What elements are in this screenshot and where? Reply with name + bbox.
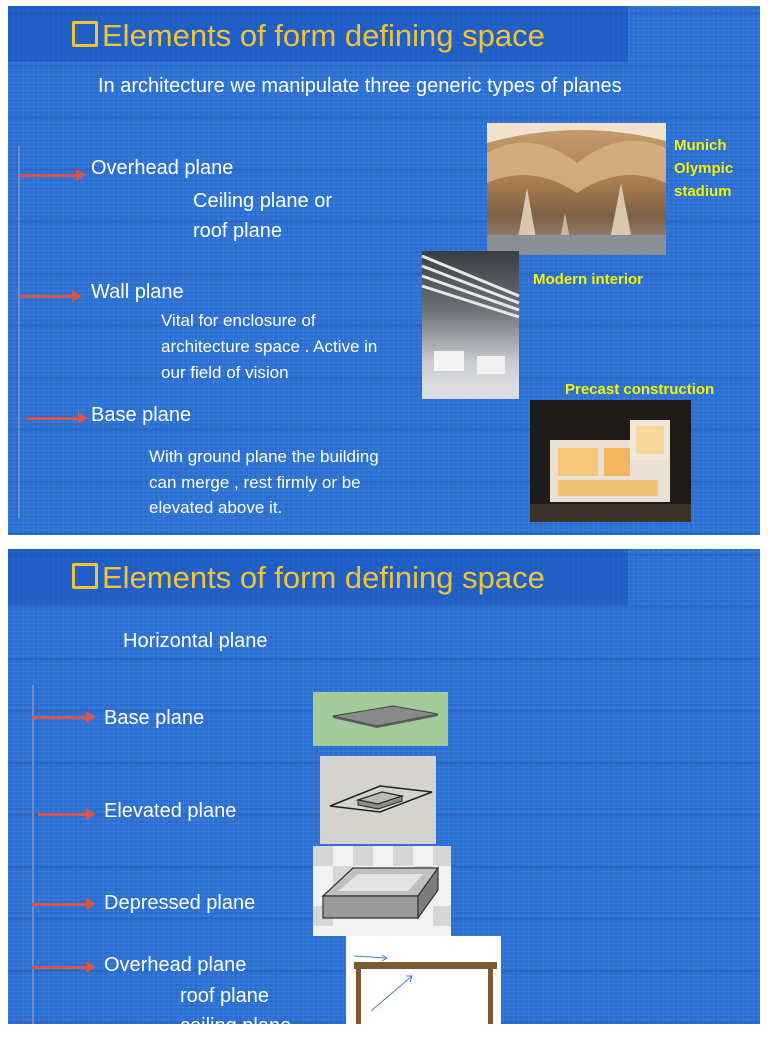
interior-caption: Modern interior	[533, 271, 644, 288]
base-plane-illustration	[313, 692, 448, 746]
precast-caption-line1: Precast construction	[565, 381, 715, 398]
arrow-icon	[26, 417, 80, 420]
slide-subtitle: In architecture we manipulate three generic types of planes	[98, 75, 622, 97]
arrow-icon	[20, 174, 78, 177]
vertical-rule	[18, 146, 20, 518]
slide-title	[72, 560, 545, 596]
base-desc-line3: elevated above it.	[149, 498, 283, 517]
slide-1	[8, 6, 760, 535]
base-plane-label: Base plane	[91, 404, 192, 426]
slide-title-text: Elements of form defining space	[102, 18, 545, 53]
depressed-plane-item: Depressed plane	[104, 892, 256, 914]
arrow-icon	[32, 716, 88, 719]
wall-desc-line2: architecture space . Active in	[161, 337, 378, 356]
arrow-icon	[32, 966, 88, 969]
base-desc-line2: can merge , rest firmly or be	[149, 473, 361, 492]
munich-caption-line3: stadium	[674, 183, 732, 200]
overhead-plane-item: Overhead plane	[104, 954, 247, 976]
checkbox-bullet-icon	[72, 21, 98, 47]
munich-stadium-photo	[487, 123, 666, 255]
arrow-icon	[38, 813, 88, 816]
slide-title-text: Elements of form defining space	[102, 560, 545, 595]
overhead-desc-line1: Ceiling plane or	[193, 190, 332, 212]
horizontal-plane-heading: Horizontal plane	[123, 630, 268, 652]
vertical-rule	[32, 685, 34, 1024]
roof-plane-subitem: roof plane	[180, 985, 269, 1007]
arrow-icon	[20, 295, 74, 298]
elevated-plane-item: Elevated plane	[104, 800, 237, 822]
wall-plane-label: Wall plane	[91, 281, 184, 303]
overhead-plane-label: Overhead plane	[91, 157, 234, 179]
arrow-icon	[32, 903, 88, 906]
overhead-plane-illustration	[346, 936, 501, 1024]
wall-desc-line1: Vital for enclosure of	[161, 311, 316, 330]
elevated-plane-illustration	[320, 756, 436, 844]
depressed-plane-illustration	[313, 846, 451, 936]
overhead-desc-line2: roof plane	[193, 220, 282, 242]
ceiling-plane-subitem: ceiling plane	[180, 1015, 292, 1037]
checkbox-bullet-icon	[72, 563, 98, 589]
base-plane-item: Base plane	[104, 707, 205, 729]
base-desc-line1: With ground plane the building	[149, 447, 379, 466]
slide-2	[8, 549, 760, 1037]
slide-title	[72, 18, 545, 54]
wall-desc-line3: our field of vision	[161, 363, 289, 382]
munich-caption-line1: Munich	[674, 137, 727, 154]
precast-house-photo	[530, 400, 691, 522]
munich-caption-line2: Olympic	[674, 160, 734, 177]
modern-interior-photo	[422, 251, 519, 399]
